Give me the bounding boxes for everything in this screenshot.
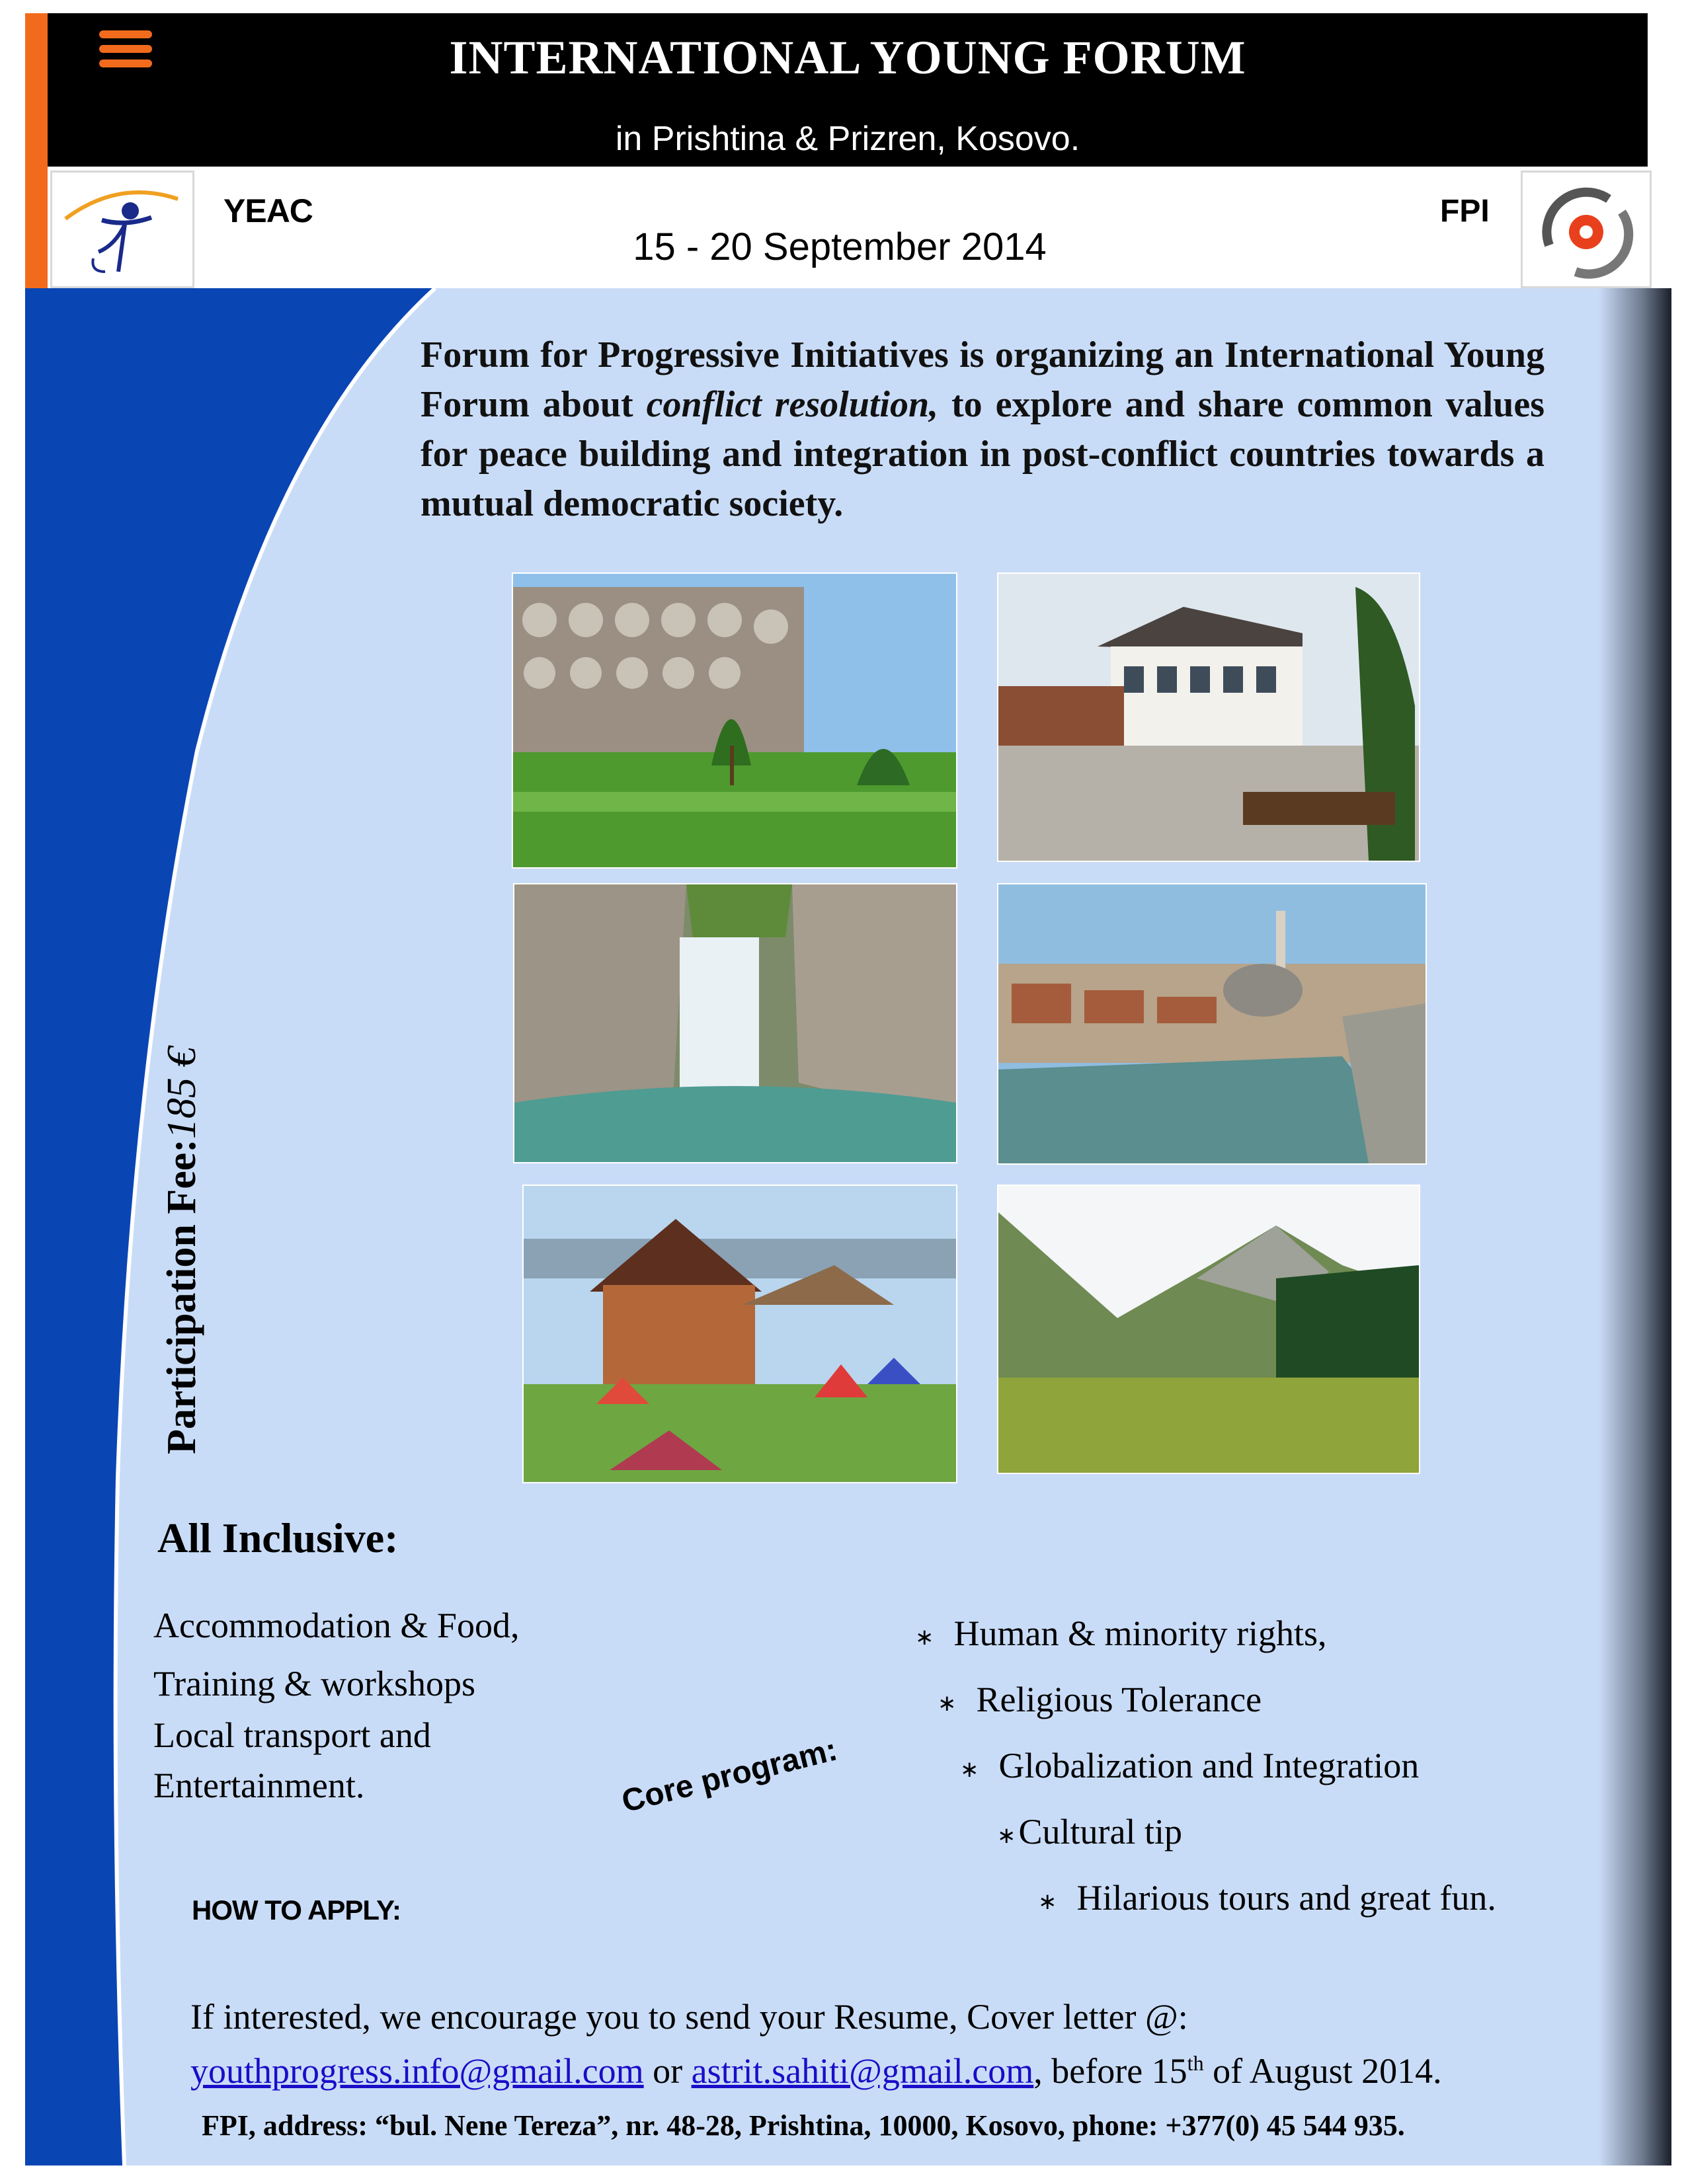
photo-prizren-river [997,883,1427,1165]
asterisk-icon: ∗ [960,1757,979,1782]
email-link-1[interactable]: youthprogress.info@gmail.com [190,2051,644,2091]
fpi-logo [1521,171,1652,288]
apply-instructions: If interested, we encourage you to send your Resume, Cover letter @: [190,1997,1188,2037]
fpi-label: FPI [1440,194,1490,229]
how-to-apply-heading: HOW TO APPLY: [192,1894,401,1926]
contact-line: youthprogress.info@gmail.com or astrit.sahiti@gmail.com, before 15th of August 2014. [190,2051,1442,2091]
fee-value: 185 € [159,1046,204,1140]
yeac-label: YEAC [223,192,313,229]
photo-prizren-house [997,572,1420,862]
inclusive-item: Training & workshops [153,1664,476,1703]
asterisk-icon: ∗ [938,1691,957,1716]
inclusive-item: Accommodation & Food, [153,1606,520,1645]
core-program-label: Core program: [618,1732,841,1820]
intro-text-2: to explore and share common values for peace building and integration in post-conflict countries towards a mutual democratic society. [421,384,1545,524]
core-item: ∗ Religious Tolerance [938,1680,1262,1719]
intro-text-1: Forum for Progressive Initiatives is organizing an International Young Forum about [421,334,1545,425]
core-item: ∗ Human & minority rights, [915,1614,1327,1653]
fee-label: Participation Fee: [159,1139,204,1454]
core-item: ∗ Globalization and Integration [960,1746,1420,1785]
intro-paragraph [421,331,1545,529]
email-link-2[interactable]: astrit.sahiti@gmail.com [691,2051,1034,2091]
photo-national-library [512,572,957,869]
address-line: FPI, address: “bul. Nene Tereza”, nr. 48-28, Prishtina, 10000, Kosovo, phone: +377(0) 45 544 935. [202,2109,1405,2142]
inclusive-item: Entertainment. [153,1766,365,1805]
page-subtitle: in Prishtina & Prizren, Kosovo. [615,120,1080,158]
inclusive-item: Local transport and [153,1715,431,1755]
core-item: ∗Cultural tip [997,1812,1182,1852]
photo-waterfall [513,883,957,1163]
page-title: INTERNATIONAL YOUNG FORUM [449,31,1246,84]
event-date: 15 - 20 September 2014 [633,225,1047,268]
photo-wooden-chalet [522,1185,957,1483]
participation-fee [159,925,231,1454]
core-item: ∗ Hilarious tours and great fun. [1038,1878,1496,1918]
inclusive-heading: All Inclusive: [157,1514,399,1561]
asterisk-icon: ∗ [1038,1889,1057,1914]
photo-mountain-lake [997,1185,1420,1474]
asterisk-icon: ∗ [997,1823,1016,1848]
asterisk-icon: ∗ [915,1625,934,1650]
intro-emphasis: conflict resolution, [646,384,939,425]
